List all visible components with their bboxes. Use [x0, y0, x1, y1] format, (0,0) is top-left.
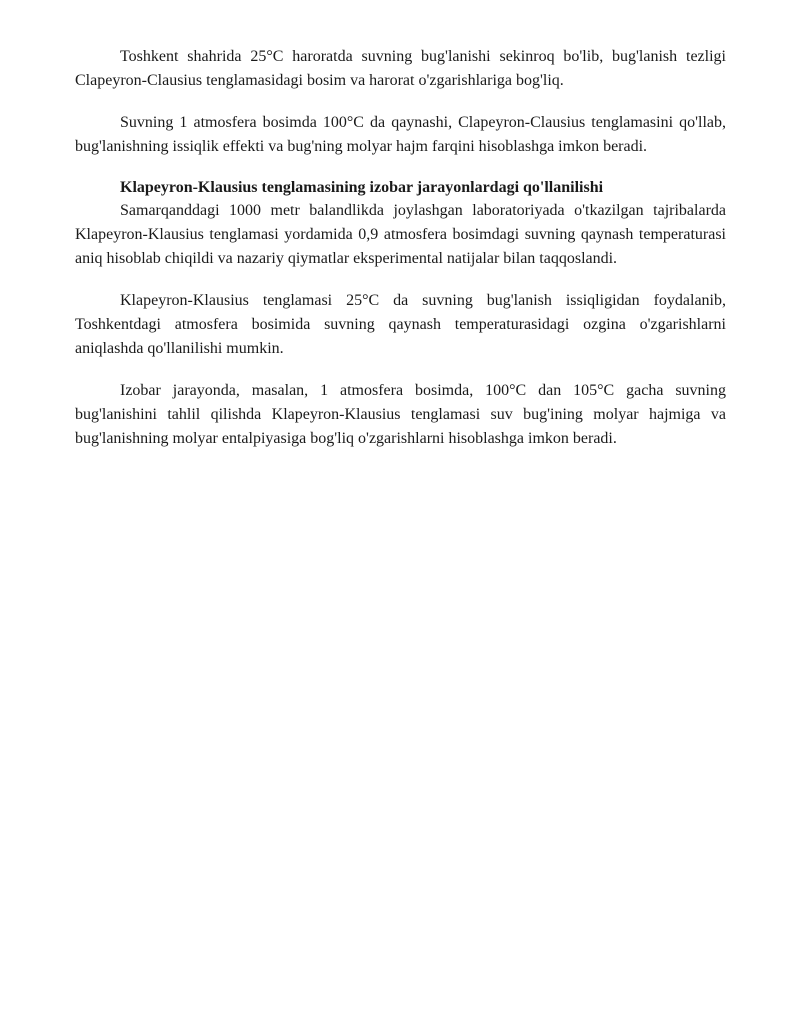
document-page	[75, 45, 726, 451]
paragraph-evaporation-heat: Klapeyron-Klausius tenglamasi 25°C da suvning bug'lanish issiqligidan foydalanib, Toshkentdagi atmosfera bosimida suvning qaynash temperaturasidagi ozgina o'zgarishlarni aniqlashda qo'llanilishi mumkin.	[75, 292, 726, 357]
paragraph-isobaric-process: Izobar jarayonda, masalan, 1 atmosfera bosimda, 100°C dan 105°C gacha suvning bug'lanishini tahlil qilishda Klapeyron-Klausius tenglamasi suv bug'ining molyar hajmiga va bug'lanishning molyar entalpiyasiga bog'liq o'zgarishlarni hisoblashga imkon beradi.	[75, 382, 726, 447]
paragraph-boiling-point: Suvning 1 atmosfera bosimda 100°C da qaynashi, Clapeyron-Clausius tenglamasini qo'llab, bug'lanishning issiqlik effekti va bug'ning molyar hajm farqini hisoblashga imkon beradi.	[75, 114, 726, 155]
paragraph-samarkand-lab: Samarqanddagi 1000 metr balandlikda joylashgan laboratoriyada o'tkazilgan tajribalarda Klapeyron-Klausius tenglamasi yordamida 0,9 atmosfera bosimdagi suvning qaynash temperaturasi aniq hisoblab chiqildi va nazariy qiymatlar eksperimental natijalar bilan taqqoslandi.	[75, 202, 726, 267]
section-heading: Klapeyron-Klausius tenglamasining izobar jarayonlardagi qo'llanilishi	[120, 179, 604, 196]
paragraph-tashkent-evaporation: Toshkent shahrida 25°C haroratda suvning bug'lanishi sekinroq bo'lib, bug'lanish tezligi Clapeyron-Clausius tenglamasidagi bosim va harorat o'zgarishlariga bog'liq.	[75, 48, 726, 89]
